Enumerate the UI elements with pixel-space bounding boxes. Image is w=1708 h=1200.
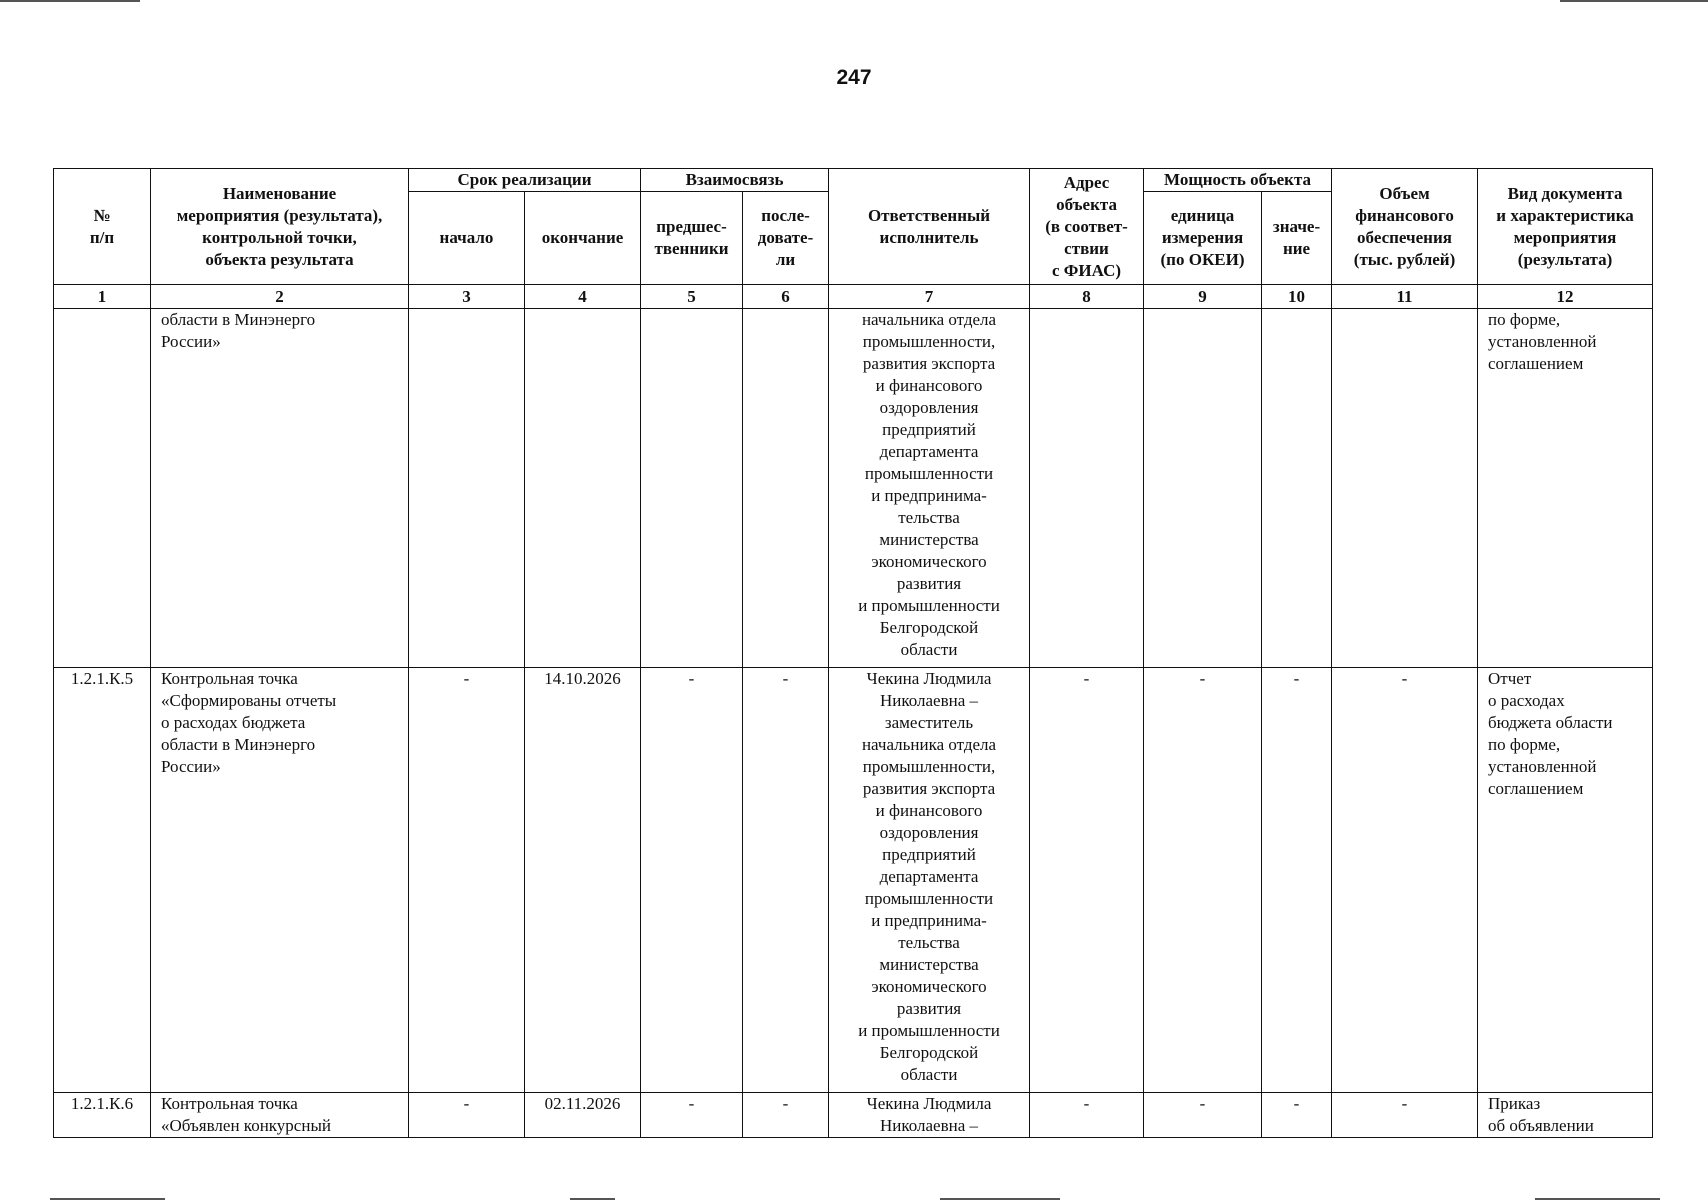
column-number: 5 xyxy=(641,285,743,309)
column-number: 7 xyxy=(829,285,1030,309)
column-number: 4 xyxy=(525,285,641,309)
cell-responsible: начальника отдела промышленности, развития экспорта и финансового оздоровления предприятий департамента промышленности и предпринима- тельства министерства экономического развития и промышленности Белгородской области xyxy=(829,309,1030,668)
cell-value: - xyxy=(1262,668,1332,1093)
cell-predecessors xyxy=(641,309,743,668)
cell-end xyxy=(525,309,641,668)
column-number: 10 xyxy=(1262,285,1332,309)
header-start: начало xyxy=(409,192,525,285)
cell-successors: - xyxy=(743,668,829,1093)
header-successors: после- довате- ли xyxy=(743,192,829,285)
header-relation-group: Взаимосвязь xyxy=(641,169,829,192)
column-number: 3 xyxy=(409,285,525,309)
cell-address xyxy=(1030,309,1144,668)
cell-name: области в Минэнерго России» xyxy=(151,309,409,668)
page-number: 247 xyxy=(836,66,872,89)
header-num: № п/п xyxy=(54,169,151,285)
column-number: 6 xyxy=(743,285,829,309)
column-number: 1 xyxy=(54,285,151,309)
table-header xyxy=(54,169,1653,309)
header-unit: единица измерения (по ОКЕИ) xyxy=(1144,192,1262,285)
header-finance: Объем финансового обеспечения (тыс. рублей) xyxy=(1332,169,1478,285)
cell-doc-type: по форме, установленной соглашением xyxy=(1478,309,1653,668)
cell-value: - xyxy=(1262,1093,1332,1138)
cell-predecessors: - xyxy=(641,1093,743,1138)
table-row xyxy=(54,668,1653,1093)
header-term-group: Срок реализации xyxy=(409,169,641,192)
header-value: значе- ние xyxy=(1262,192,1332,285)
table-body xyxy=(54,309,1653,1138)
cell-unit: - xyxy=(1144,668,1262,1093)
cell-doc-type: Отчет о расходах бюджета области по форме, установленной соглашением xyxy=(1478,668,1653,1093)
cell-finance xyxy=(1332,309,1478,668)
cell-finance: - xyxy=(1332,1093,1478,1138)
cell-finance: - xyxy=(1332,668,1478,1093)
cell-end: 14.10.2026 xyxy=(525,668,641,1093)
cell-unit xyxy=(1144,309,1262,668)
cell-name: Контрольная точка «Объявлен конкурсный xyxy=(151,1093,409,1138)
cell-end: 02.11.2026 xyxy=(525,1093,641,1138)
cell-predecessors: - xyxy=(641,668,743,1093)
cell-num: 1.2.1.К.5 xyxy=(54,668,151,1093)
header-end: окончание xyxy=(525,192,641,285)
header-name: Наименование мероприятия (результата), контрольной точки, объекта результата xyxy=(151,169,409,285)
column-number: 12 xyxy=(1478,285,1653,309)
cell-responsible: Чекина Людмила Николаевна – xyxy=(829,1093,1030,1138)
cell-responsible: Чекина Людмила Николаевна – заместитель начальника отдела промышленности, развития экспорта и финансового оздоровления предприятий департамента промышленности и предпринима- тельства министерства экономического развития и промышленности Белгородской области xyxy=(829,668,1030,1093)
cell-doc-type: Приказ об объявлении xyxy=(1478,1093,1653,1138)
column-number: 2 xyxy=(151,285,409,309)
plan-table xyxy=(53,168,1653,1138)
cell-address: - xyxy=(1030,1093,1144,1138)
cell-address: - xyxy=(1030,668,1144,1093)
column-number: 9 xyxy=(1144,285,1262,309)
cell-num xyxy=(54,309,151,668)
scan-edge-top-left xyxy=(0,0,140,2)
header-address: Адрес объекта (в соответ- ствии с ФИАС) xyxy=(1030,169,1144,285)
cell-start xyxy=(409,309,525,668)
column-number: 11 xyxy=(1332,285,1478,309)
header-responsible: Ответственный исполнитель xyxy=(829,169,1030,285)
header-capacity-group: Мощность объекта xyxy=(1144,169,1332,192)
column-number: 8 xyxy=(1030,285,1144,309)
table-row xyxy=(54,1093,1653,1138)
cell-unit: - xyxy=(1144,1093,1262,1138)
scan-edge-top-right xyxy=(1560,0,1708,2)
cell-value xyxy=(1262,309,1332,668)
table-row xyxy=(54,309,1653,668)
header-doc-type: Вид документа и характеристика мероприятия (результата) xyxy=(1478,169,1653,285)
cell-num: 1.2.1.К.6 xyxy=(54,1093,151,1138)
header-predecessors: предшес- твенники xyxy=(641,192,743,285)
cell-successors: - xyxy=(743,1093,829,1138)
cell-start: - xyxy=(409,668,525,1093)
cell-name: Контрольная точка «Сформированы отчеты о расходах бюджета области в Минэнерго России» xyxy=(151,668,409,1093)
cell-start: - xyxy=(409,1093,525,1138)
cell-successors xyxy=(743,309,829,668)
column-number-row xyxy=(54,285,1653,309)
